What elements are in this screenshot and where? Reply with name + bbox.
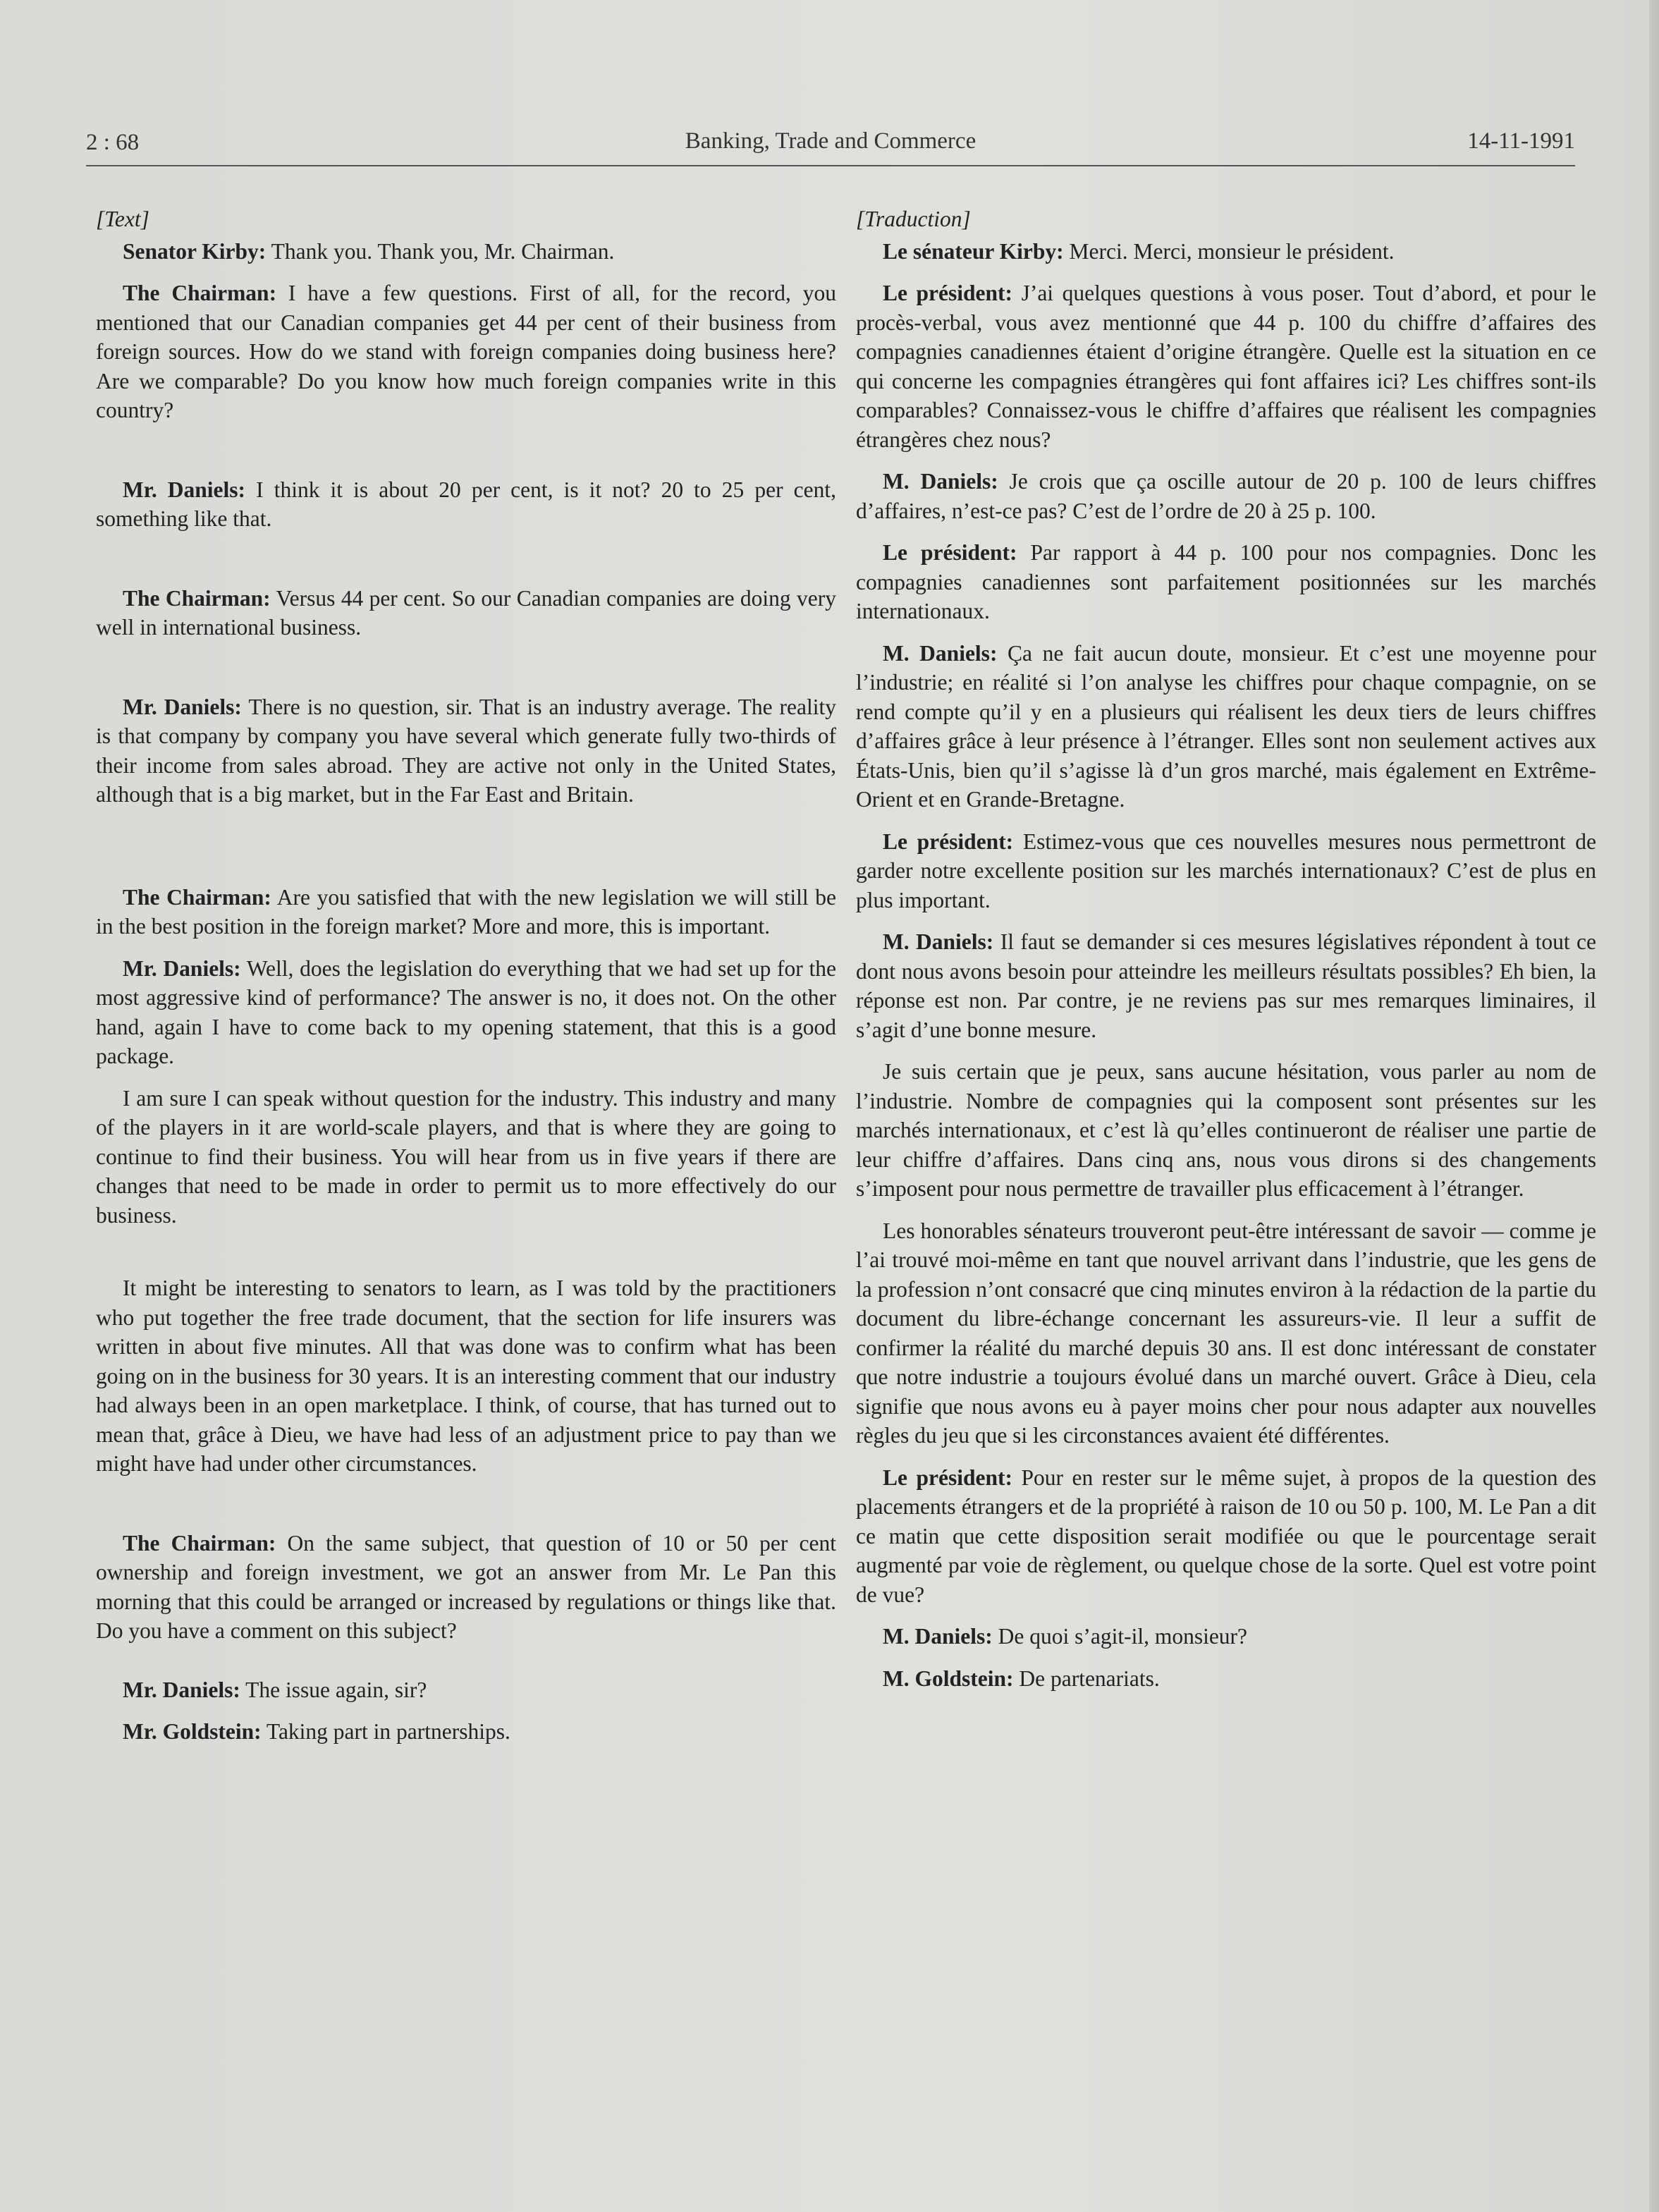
speech-text: Je crois que ça oscille autour de 20 p. 100 de leurs chiffres d’affaires, n’est-ce pas? C’est de l’ordre de 20 à 25 p. 100. bbox=[856, 469, 1596, 523]
paragraph bbox=[856, 1463, 1596, 1610]
paragraph bbox=[856, 927, 1596, 1044]
paragraph bbox=[96, 1529, 836, 1646]
speech-text: Estimez-vous que ces nouvelles mesures nous permettront de garder notre excellente position sur les marchés internationaux? C’est de plus en plus important. bbox=[856, 829, 1596, 912]
english-column bbox=[96, 204, 836, 1747]
paragraph bbox=[96, 692, 836, 809]
speech-text: J’ai quelques questions à vous poser. Tout d’abord, et pour le procès-verbal, vous avez mentionné que 44 p. 100 du chiffre d’affaires des compagnies canadiennes étaient d’origine étrangère. Quelle est la situation en ce qui concerne les compagnies étrangères qui font affaires ici? Les chiffres sont-ils comparables? Connaissez-vous le chiffre d’affaires que réalisent les compagnies étrangères chez nous? bbox=[856, 281, 1597, 452]
speaker-name: Le sénateur Kirby: bbox=[883, 238, 1064, 264]
paragraph bbox=[96, 1717, 836, 1747]
speaker-name: Mr. Daniels: bbox=[123, 955, 241, 981]
speech-text: Ça ne fait aucun doute, monsieur. Et c’est une moyenne pour l’industrie; en réalité si l’on analyse les chiffres pour chaque compagnie, on se rend compte qu’il y en a plusieurs qui réalisent les deux tiers de leurs chiffres d’affaires grâce à leur présence à l’étranger. Elles sont non seulement actives aux États-Unis, bien qu’il s’agisse là d’un gros marché, mais également en Extrême-Orient et en Grande-Bretagne. bbox=[856, 640, 1597, 812]
speech-text: I think it is about 20 per cent, is it not? 20 to 25 per cent, something like that. bbox=[96, 477, 836, 531]
paragraph bbox=[96, 1084, 836, 1230]
speech-text: De quoi s’agit-il, monsieur? bbox=[992, 1624, 1248, 1649]
speech-text: Are you satisfied that with the new legislation we will still be in the best position in the foreign market? More and more, this is important. bbox=[96, 884, 836, 939]
paragraph bbox=[96, 954, 836, 1071]
speaker-name: Mr. Daniels: bbox=[123, 1677, 240, 1702]
paragraph bbox=[96, 1273, 836, 1479]
paragraph bbox=[856, 1057, 1596, 1204]
speech-text: I am sure I can speak without question for the industry. This industry and many of the players in it are world-scale players, and that is where they are going to continue to find their business. You will hear from us in five years if there are changes that need to be made in order to permit us to more effectively do our business. bbox=[96, 1085, 836, 1228]
speech-text: The issue again, sir? bbox=[240, 1677, 427, 1702]
speaker-name: M. Goldstein: bbox=[883, 1666, 1014, 1691]
speaker-name: Mr. Daniels: bbox=[123, 477, 246, 502]
page-number: 2 : 68 bbox=[86, 130, 140, 155]
speech-text: Well, does the legislation do everything that we had set up for the most aggressive kind of performance? The answer is no, it does not. On the other hand, again I have to come back to my opening statement, that this is a good package. bbox=[96, 955, 836, 1068]
speaker-name: M. Daniels: bbox=[883, 469, 998, 494]
speaker-name: Le président: bbox=[883, 540, 1017, 565]
language-tag: [Traduction] bbox=[856, 207, 971, 231]
paragraph bbox=[856, 1622, 1596, 1651]
speech-text: Merci. Merci, monsieur le président. bbox=[1063, 238, 1395, 264]
paragraph bbox=[96, 584, 836, 642]
paragraph bbox=[856, 1664, 1596, 1694]
speaker-name: The Chairman: bbox=[123, 585, 271, 611]
paragraph bbox=[856, 279, 1596, 454]
speech-text: Les honorables sénateurs trouveront peut-être intéressant de savoir — comme je l’ai trouvé moi-même en tant que nouvel arrivant dans l’industrie, que les gens de la profession n’ont consacré que cinq minutes environ à la rédaction de la partie du document du libre-échange concernant les assureurs-vie. Il leur a suffit de confirmer la réalité du marché depuis 30 ans. Il est donc intéressant de constater que notre industrie a toujours évolué dans un marché ouvert. Grâce à Dieu, cela signifie que nous avons eu à payer moins cher pour nous adapter aux nouvelles règles du jeu que si les circonstances avaient été différentes. bbox=[856, 1218, 1596, 1448]
speech-text: Thank you. Thank you, Mr. Chairman. bbox=[266, 238, 615, 264]
speaker-name: Mr. Daniels: bbox=[123, 694, 242, 719]
speaker-name: The Chairman: bbox=[123, 281, 277, 305]
page-header bbox=[86, 126, 1575, 161]
speech-text: Pour en rester sur le même sujet, à propos de la question des placements étrangers et de la propriété à raison de 10 ou 50 p. 100, M. Le Pan a dit ce matin que cette disposition serait modifiée ou que le pourcentage serait augmenté par voie de règlement, ou quelque chose de la sorte. Quel est votre point de vue? bbox=[856, 1465, 1597, 1607]
running-title: Banking, Trade and Commerce bbox=[685, 128, 977, 154]
speaker-name: M. Daniels: bbox=[883, 640, 998, 666]
paragraph bbox=[96, 1675, 836, 1705]
paragraph bbox=[856, 467, 1596, 525]
speech-text: De partenariats. bbox=[1013, 1666, 1160, 1691]
speaker-name: Le président: bbox=[883, 281, 1013, 305]
speaker-name: The Chairman: bbox=[123, 884, 271, 910]
page-date: 14-11-1991 bbox=[1467, 128, 1575, 154]
speaker-name: Le président: bbox=[883, 829, 1014, 854]
paragraph bbox=[96, 237, 836, 267]
paragraph bbox=[856, 1216, 1596, 1450]
paragraph bbox=[856, 237, 1596, 267]
paragraph bbox=[856, 639, 1596, 814]
speech-text: Il faut se demander si ces mesures législatives répondent à tout ce dont nous avons besoin pour atteindre les meilleurs résultats possibles? Eh bien, la réponse est non. Par contre, je ne reviens pas sur mes remarques liminaires, il s’agit d’une bonne mesure. bbox=[856, 929, 1596, 1042]
french-column bbox=[856, 204, 1596, 1693]
paragraph bbox=[856, 538, 1596, 626]
speech-text: Je suis certain que je peux, sans aucune hésitation, vous parler au nom de l’industrie. Nombre de compagnies qui la composent sont présentes sur les marchés internationaux, et c’est là qu’elles continueront de réaliser une partie de leur chiffre d’affaires. Dans cinq ans, nous vous dirons si des changements s’imposent pour nous permettre de travailler plus efficacement à l’étranger. bbox=[856, 1059, 1596, 1201]
paragraph bbox=[96, 279, 836, 425]
speaker-name: M. Daniels: bbox=[883, 1624, 993, 1649]
language-tag: [Text] bbox=[96, 207, 149, 231]
speaker-name: Senator Kirby: bbox=[123, 238, 267, 264]
paragraph bbox=[96, 883, 836, 941]
speech-text: I have a few questions. First of all, for the record, you mentioned that our Canadian companies get 44 per cent of their business from foreign sources. How do we stand with foreign companies doing business here? Are we comparable? Do you know how much foreign companies write in this country? bbox=[96, 281, 836, 422]
speech-text: It might be interesting to senators to learn, as I was told by the practitioners who put together the free trade document, that the section for life insurers was written in about five minutes. All that was done was to confirm what has been going on in the business for 30 years. It is an interesting comment that our industry had always been in an open marketplace. I think, of course, that has turned out to mean that, grâce à Dieu, we have had less of an adjustment price to pay than we might have had under other circumstances. bbox=[96, 1276, 836, 1476]
paragraph bbox=[856, 827, 1596, 915]
speech-text: There is no question, sir. That is an industry average. The reality is that company by company you have several which generate fully two-thirds of their income from sales abroad. They are active not only in the United States, although that is a big market, but in the Far East and Britain. bbox=[96, 694, 836, 807]
speaker-name: M. Daniels: bbox=[883, 929, 994, 954]
speech-text: On the same subject, that question of 10 or 50 per cent ownership and foreign investment, we got an answer from Mr. Le Pan this morning that this could be arranged or increased by regulations or things like that. Do you have a comment on this subject? bbox=[96, 1530, 836, 1643]
speaker-name: Le président: bbox=[883, 1465, 1012, 1490]
speech-text: Versus 44 per cent. So our Canadian companies are doing very well in international business. bbox=[96, 585, 836, 640]
speech-text: Taking part in partnerships. bbox=[261, 1719, 510, 1744]
header-rule bbox=[86, 165, 1575, 166]
speaker-name: The Chairman: bbox=[123, 1530, 276, 1556]
speech-text: Par rapport à 44 p. 100 pour nos compagnies. Donc les compagnies canadiennes sont parfaitement positionnées sur les marchés internationaux. bbox=[856, 540, 1597, 623]
page-edge-shadow bbox=[1649, 0, 1659, 2212]
speaker-name: Mr. Goldstein: bbox=[123, 1719, 262, 1744]
paragraph bbox=[96, 475, 836, 534]
